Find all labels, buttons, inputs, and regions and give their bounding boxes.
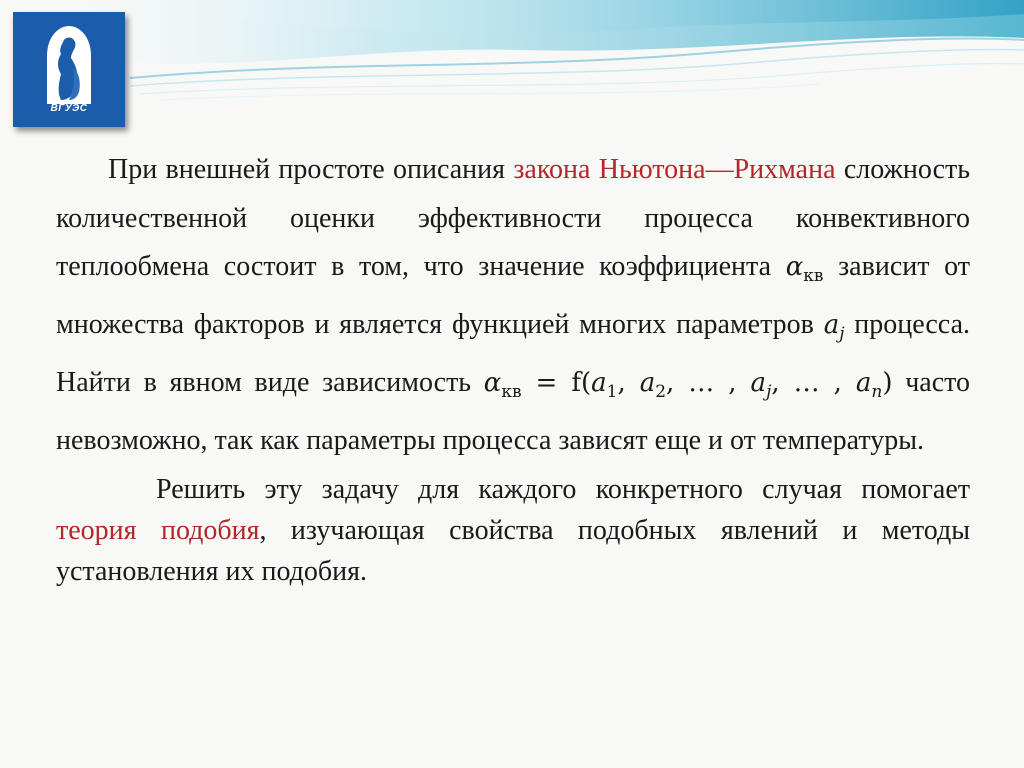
formula-a1-subscript: 1 [606,381,618,402]
formula-separator: , [617,367,640,398]
text-segment: , изучающая свойства подобных явлений и методы установления их подобия. [56,515,971,588]
formula-an: a [855,367,872,398]
formula-an-subscript: n [871,381,883,402]
formula-a2: a [639,367,656,398]
formula-separator: , … , [771,367,856,398]
text-segment: зависит от множества факторов и является функцией многих параметров [56,251,970,340]
text-segment: Решить эту задачу для каждого конкретного случая помогает [156,474,970,506]
text-segment: процесса. Найти в явном виде зависимость [56,308,971,398]
formula-aj: a [750,367,767,398]
math-formula [483,367,893,402]
highlighted-term-similarity-theory: теория подобия [56,515,260,547]
a-symbol: a [823,309,840,340]
formula-a1: a [591,367,607,398]
paragraph-1 [56,146,970,465]
formula-alpha-subscript: кв [501,381,522,402]
text-segment: При внешней простоте описания [108,154,514,185]
slide-body [56,146,970,592]
formula-close-paren: ) [882,367,893,398]
header-wave-decoration [0,0,1024,130]
alpha-symbol: α [785,252,804,283]
formula-equals: = f( [521,367,592,398]
paragraph-2 [56,469,970,592]
highlighted-term-newton-richmann-law: закона Ньютона—Рихмана [513,154,836,185]
formula-a2-subscript: 2 [655,381,667,402]
a-subscript: j [839,324,845,345]
alpha-subscript: кв [803,266,824,287]
math-alpha-kv [785,252,824,287]
text-segment: часто невозможно, так как параметры процесса зависят еще и от температуры. [56,366,970,456]
formula-aj-subscript: j [766,381,772,402]
logo-caption: ВГУЭС [50,103,88,114]
university-logo [13,12,125,127]
math-a-j [823,309,845,345]
formula-alpha: α [483,367,502,398]
formula-separator: , … , [666,367,751,398]
text-segment: сложность количественной оценки эффективности процесса конвективного теплообмена состоит в том, что значение коэффициента [56,154,970,283]
